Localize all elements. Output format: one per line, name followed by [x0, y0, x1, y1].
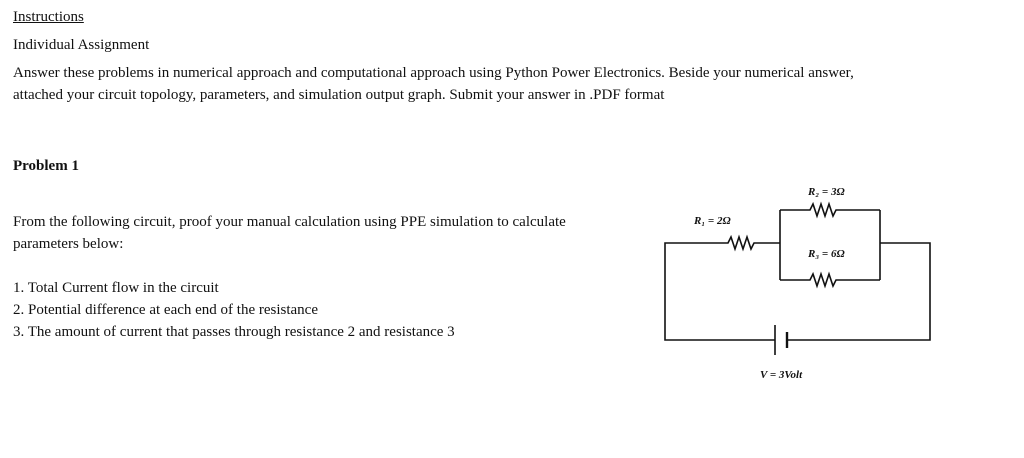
assignment-type: Individual Assignment: [13, 37, 150, 53]
problem-title: Problem 1: [13, 158, 79, 174]
r2-resistor-symbol: [780, 204, 880, 216]
circuit-diagram: [660, 175, 950, 390]
problem-intro-line-2: parameters below:: [13, 236, 124, 252]
instructions-text-line-1: Answer these problems in numerical approach and computational approach using Python Power Electronics. Beside your numerical answer,: [13, 65, 854, 81]
problem-intro-line-1: From the following circuit, proof your manual calculation using PPE simulation to calculate: [13, 214, 566, 230]
voltage-label: V = 3Volt: [760, 369, 803, 381]
problem-item-1: 1. Total Current flow in the circuit: [13, 280, 219, 296]
instructions-heading[interactable]: Instructions: [13, 9, 84, 25]
circuit-wire-left: [665, 243, 775, 340]
problem-item-2: 2. Potential difference at each end of the resistance: [13, 302, 319, 318]
r1-label: R₁ = 2Ω: [694, 215, 731, 227]
r1-resistor-symbol: [720, 237, 780, 249]
instructions-text-line-2: attached your circuit topology, parameters, and simulation output graph. Submit your answer in .PDF format: [13, 87, 665, 103]
r3-resistor-symbol: [780, 274, 880, 286]
r2-label: R₂ = 3Ω: [808, 186, 845, 198]
problem-item-3: 3. The amount of current that passes through resistance 2 and resistance 3: [13, 324, 455, 340]
r3-label: R₃ = 6Ω: [808, 248, 845, 260]
